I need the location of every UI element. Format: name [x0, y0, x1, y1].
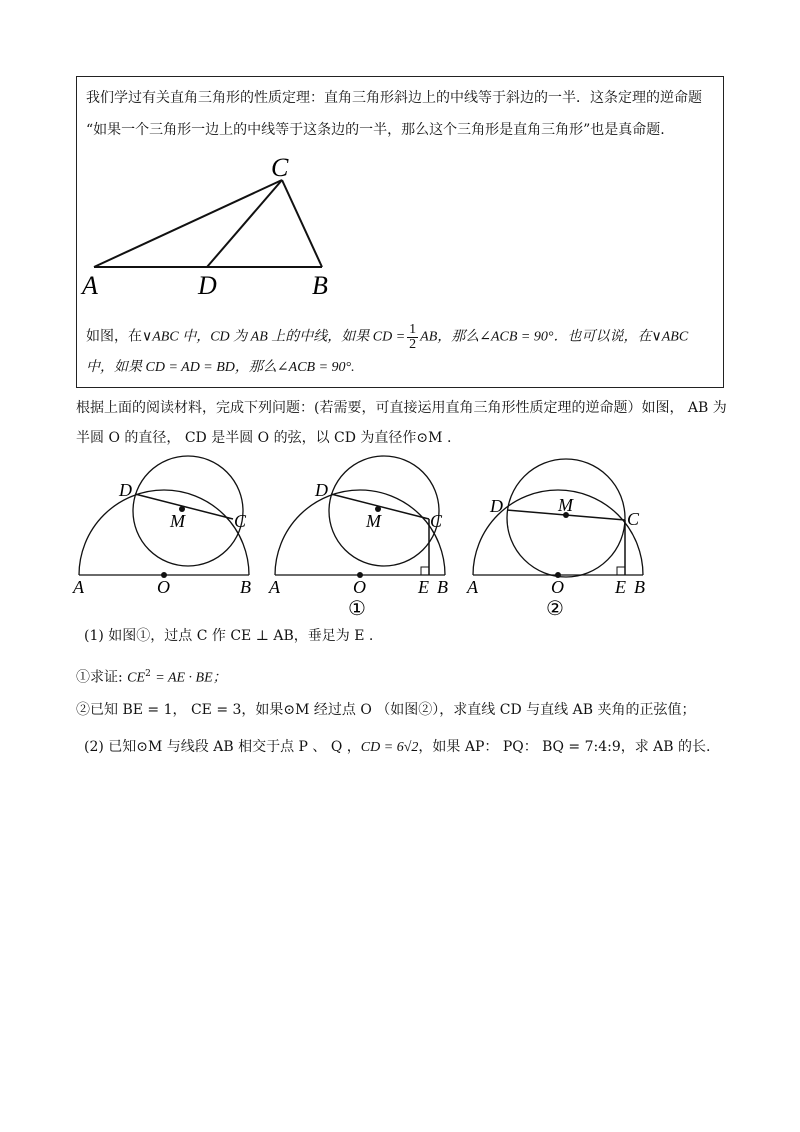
fig2-label-b: B: [634, 577, 645, 597]
fig1-label-o: O: [353, 577, 366, 597]
question-1: (1) 如图①，过点 C 作 CE ⊥ AB，垂足为 E .: [84, 628, 374, 644]
figure-2: [466, 459, 645, 597]
fig1-label-a: A: [269, 577, 280, 597]
fig2-label-a: A: [467, 577, 478, 597]
question-2-cd-value: CD = 6√2: [360, 740, 419, 755]
fig2-label-m: M: [558, 495, 573, 515]
fig1-label-m: M: [366, 511, 381, 531]
intro-line-2: 半圆 O 的直径， CD 是半圆 O 的弦，以 CD 为直径作⊙M .: [76, 430, 452, 446]
triangle-symbol-2: ∨: [651, 329, 662, 345]
fig2-label-e: E: [615, 577, 626, 597]
reading-line-3-part3: AB，那么∠ACB = 90°．也可以说，在: [420, 329, 652, 345]
fig0-label-d: D: [119, 480, 132, 500]
question-1a-ce: CE: [127, 670, 146, 686]
reading-line-4: 中，如果 CD = AD = BD，那么∠ACB = 90°.: [86, 360, 355, 375]
reading-line-3-part2: ABC 中，CD 为 AB 上的中线，如果 CD =: [152, 329, 406, 345]
triangle-label-a: A: [82, 271, 98, 300]
figure-caption-1: ①: [348, 598, 366, 620]
fraction-numerator: 1: [409, 322, 417, 337]
figure-0: [72, 456, 251, 597]
reading-line-3-part4: ABC: [661, 329, 689, 345]
reading-line-2: “如果一个三角形一边上的中线等于这条边的一半，那么这个三角形是直角三角形”也是真命题.: [86, 122, 665, 138]
question-1a: [76, 664, 227, 689]
fig2-label-d: D: [490, 496, 503, 516]
question-2-part1: (2) 已知⊙M 与线段 AB 相交于点 P 、 Q ，: [84, 739, 361, 755]
fig2-label-c: C: [627, 509, 640, 529]
reading-line-1: 我们学过有关直角三角形的性质定理：直角三角形斜边上的中线等于斜边的一半．这条定理的逆命题: [86, 90, 702, 106]
question-1a-rest: = AE · BE；: [155, 670, 227, 686]
fig1-label-d: D: [315, 480, 328, 500]
intro-line-1: 根据上面的阅读材料，完成下列问题：(若需要，可直接运用直角三角形性质定理的逆命题）如图， AB 为: [76, 400, 727, 416]
question-1b: ②已知 BE = 1， CE = 3，如果⊙M 经过点 O （如图②），求直线 CD 与直线 AB 夹角的正弦值；: [76, 702, 696, 718]
figure-1: [268, 456, 448, 597]
question-2: [84, 737, 710, 758]
question-1a-exponent: 2: [145, 669, 151, 679]
fig1-label-c: C: [430, 511, 443, 531]
fig0-label-m: M: [170, 511, 185, 531]
triangle-label-d: D: [198, 271, 217, 300]
fig1-label-b: B: [437, 577, 448, 597]
question-2-part2: ，如果 AP： PQ： BQ = 7:4:9，求 AB 的长.: [418, 739, 711, 755]
figure-caption-2: ②: [546, 598, 564, 620]
fig1-label-e: E: [418, 577, 429, 597]
fig0-label-a: A: [73, 577, 84, 597]
fraction-denominator: 2: [409, 337, 417, 352]
triangle-label-c: C: [271, 153, 289, 182]
reading-line-3-part1: 如图，在: [86, 329, 142, 345]
triangle-label-b: B: [312, 271, 328, 300]
fig0-label-c: C: [234, 511, 247, 531]
fig0-label-o: O: [157, 577, 170, 597]
fig2-label-o: O: [551, 577, 564, 597]
question-1a-prefix: ①求证:: [76, 669, 123, 686]
triangle-symbol: ∨: [142, 329, 153, 345]
fig0-label-b: B: [240, 577, 251, 597]
